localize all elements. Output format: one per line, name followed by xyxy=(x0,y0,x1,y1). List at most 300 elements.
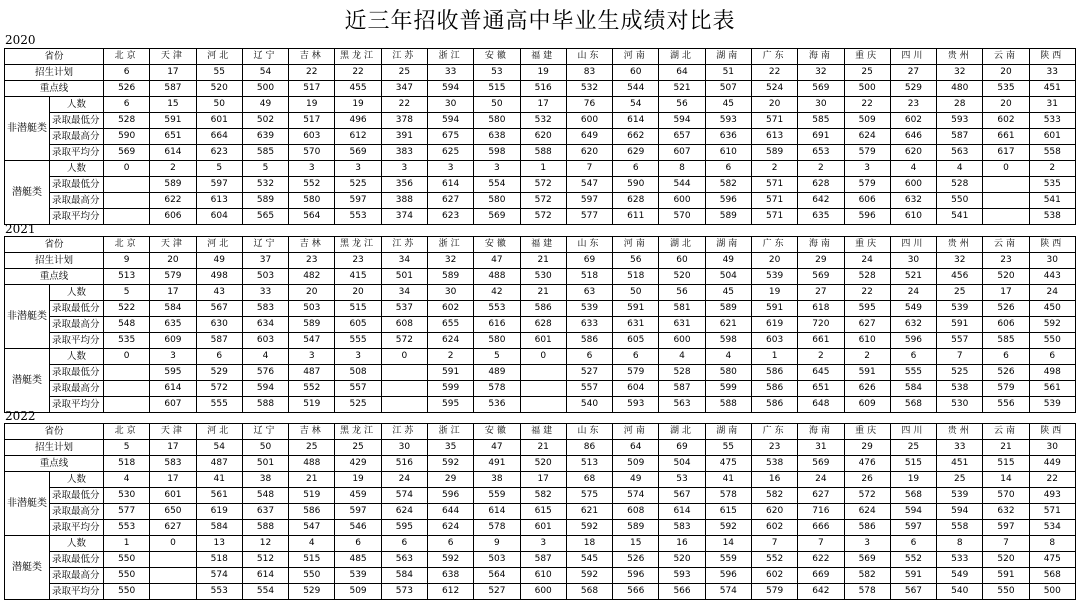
non-submarine-avg-value: 587 xyxy=(196,333,242,349)
non-submarine-count-value: 20 xyxy=(751,97,797,113)
province-name: 浙江 xyxy=(427,424,473,440)
non-submarine-count-value: 4 xyxy=(104,472,150,488)
submarine-avg-value: 609 xyxy=(844,397,890,413)
submarine-avg-value: 556 xyxy=(983,397,1029,413)
plan-value: 32 xyxy=(427,253,473,269)
plan-value: 49 xyxy=(196,253,242,269)
province-name: 河南 xyxy=(613,49,659,65)
submarine-min-value: 535 xyxy=(1029,177,1075,193)
non-submarine-count-value: 76 xyxy=(566,97,612,113)
submarine-min-row xyxy=(5,177,1076,193)
non-submarine-min-value: 503 xyxy=(289,301,335,317)
submarine-count-row xyxy=(5,161,1076,177)
non-submarine-avg-value: 550 xyxy=(1029,333,1075,349)
province-name: 广东 xyxy=(751,237,797,253)
submarine-min-value: 518 xyxy=(196,552,242,568)
submarine-max-value: 584 xyxy=(381,568,427,584)
province-name: 贵州 xyxy=(937,424,983,440)
non-submarine-min-value: 570 xyxy=(983,488,1029,504)
non-submarine-count-row xyxy=(5,285,1076,301)
plan-value: 22 xyxy=(289,65,335,81)
key-line-value: 589 xyxy=(427,269,473,285)
submarine-max-value: 606 xyxy=(844,193,890,209)
submarine-avg-row xyxy=(5,209,1076,225)
non-submarine-count-value: 19 xyxy=(335,97,381,113)
plan-value: 17 xyxy=(150,440,196,456)
plan-row xyxy=(5,253,1076,269)
plan-value: 86 xyxy=(566,440,612,456)
plan-value: 49 xyxy=(705,253,751,269)
plan-value: 21 xyxy=(520,253,566,269)
submarine-max-value: 627 xyxy=(427,193,473,209)
non-submarine-min-value: 574 xyxy=(613,488,659,504)
submarine-count-value: 6 xyxy=(381,536,427,552)
non-submarine-min-value: 586 xyxy=(520,301,566,317)
plan-value: 25 xyxy=(289,440,335,456)
key-line-value: 507 xyxy=(705,81,751,97)
plan-value: 23 xyxy=(983,253,1029,269)
non-submarine-avg-value: 589 xyxy=(751,145,797,161)
province-name: 河北 xyxy=(196,424,242,440)
submarine-avg-value: 553 xyxy=(196,584,242,600)
non-submarine-min-value: 559 xyxy=(474,488,520,504)
submarine-count-value: 1 xyxy=(104,536,150,552)
submarine-avg-value: 611 xyxy=(613,209,659,225)
province-name: 天津 xyxy=(150,49,196,65)
submarine-avg-value: 374 xyxy=(381,209,427,225)
key-line-value: 587 xyxy=(150,81,196,97)
province-name: 安徽 xyxy=(474,49,520,65)
submarine-max-value: 584 xyxy=(890,381,936,397)
submarine-count-value: 15 xyxy=(613,536,659,552)
non-submarine-count-value: 28 xyxy=(937,97,983,113)
province-name: 海南 xyxy=(798,49,844,65)
non-submarine-min-label: 录取最低分 xyxy=(50,488,104,504)
non-submarine-avg-value: 585 xyxy=(983,333,1029,349)
submarine-min-value: 503 xyxy=(474,552,520,568)
submarine-min-value: 485 xyxy=(335,552,381,568)
submarine-min-value: 498 xyxy=(1029,365,1075,381)
submarine-avg-label: 录取平均分 xyxy=(50,397,104,413)
submarine-count-value: 2 xyxy=(751,161,797,177)
submarine-avg-value: 566 xyxy=(659,584,705,600)
non-submarine-avg-value: 598 xyxy=(474,145,520,161)
non-submarine-max-value: 632 xyxy=(983,504,1029,520)
non-submarine-max-value: 614 xyxy=(659,504,705,520)
key-line-label: 重点线 xyxy=(5,456,104,472)
submarine-avg-value: 566 xyxy=(613,584,659,600)
submarine-count-value: 0 xyxy=(104,349,150,365)
plan-value: 25 xyxy=(335,440,381,456)
submarine-max-value: 592 xyxy=(566,568,612,584)
non-submarine-count-value: 17 xyxy=(520,472,566,488)
key-line-value: 516 xyxy=(520,81,566,97)
non-submarine-avg-value: 572 xyxy=(381,333,427,349)
province-name: 江苏 xyxy=(381,49,427,65)
non-submarine-avg-value: 557 xyxy=(937,333,983,349)
submarine-min-value: 533 xyxy=(937,552,983,568)
submarine-group-label: 潜艇类 xyxy=(5,161,50,225)
submarine-max-value: 550 xyxy=(289,568,335,584)
plan-value: 34 xyxy=(381,253,427,269)
submarine-count-value: 3 xyxy=(335,349,381,365)
submarine-count-value: 1 xyxy=(751,349,797,365)
non-submarine-min-value: 581 xyxy=(659,301,705,317)
plan-value: 24 xyxy=(844,253,890,269)
plan-value: 20 xyxy=(751,253,797,269)
submarine-min-value xyxy=(104,365,150,381)
non-submarine-max-value: 646 xyxy=(890,129,936,145)
non-submarine-max-row xyxy=(5,317,1076,333)
non-submarine-avg-value: 569 xyxy=(104,145,150,161)
non-submarine-min-value: 519 xyxy=(289,488,335,504)
non-submarine-group-label: 非潜艇类 xyxy=(5,97,50,161)
non-submarine-min-value: 528 xyxy=(104,113,150,129)
submarine-max-value: 388 xyxy=(381,193,427,209)
non-submarine-max-value: 605 xyxy=(335,317,381,333)
province-name: 四川 xyxy=(890,237,936,253)
non-submarine-max-value: 649 xyxy=(566,129,612,145)
non-submarine-max-label: 录取最高分 xyxy=(50,317,104,333)
non-submarine-max-value: 639 xyxy=(242,129,288,145)
key-line-value: 500 xyxy=(844,81,890,97)
non-submarine-avg-value: 666 xyxy=(798,520,844,536)
non-submarine-min-value: 567 xyxy=(659,488,705,504)
non-submarine-max-value: 590 xyxy=(104,129,150,145)
non-submarine-max-value: 635 xyxy=(150,317,196,333)
submarine-avg-value: 579 xyxy=(751,584,797,600)
key-line-value: 488 xyxy=(474,269,520,285)
submarine-avg-value: 635 xyxy=(798,209,844,225)
province-name: 海南 xyxy=(798,424,844,440)
submarine-count-value: 2 xyxy=(427,349,473,365)
province-name: 湖南 xyxy=(705,237,751,253)
key-line-value: 415 xyxy=(335,269,381,285)
province-name: 北京 xyxy=(104,237,150,253)
non-submarine-count-value: 21 xyxy=(520,285,566,301)
submarine-count-value: 4 xyxy=(242,349,288,365)
province-name: 辽宁 xyxy=(242,424,288,440)
non-submarine-avg-value: 620 xyxy=(890,145,936,161)
province-name: 江苏 xyxy=(381,237,427,253)
submarine-avg-value: 568 xyxy=(890,397,936,413)
non-submarine-min-value: 593 xyxy=(705,113,751,129)
submarine-max-value: 586 xyxy=(751,381,797,397)
submarine-min-value: 597 xyxy=(196,177,242,193)
non-submarine-avg-label: 录取平均分 xyxy=(50,333,104,349)
non-submarine-count-value: 54 xyxy=(613,97,659,113)
non-submarine-min-value: 627 xyxy=(798,488,844,504)
submarine-max-value: 539 xyxy=(335,568,381,584)
non-submarine-max-value: 636 xyxy=(705,129,751,145)
key-line-value: 583 xyxy=(150,456,196,472)
non-submarine-min-value: 574 xyxy=(381,488,427,504)
submarine-min-value: 579 xyxy=(844,177,890,193)
non-submarine-min-value: 591 xyxy=(150,113,196,129)
non-submarine-min-value: 591 xyxy=(751,301,797,317)
province-name: 江苏 xyxy=(381,424,427,440)
non-submarine-count-value: 34 xyxy=(381,285,427,301)
plan-value: 32 xyxy=(798,65,844,81)
key-line-value: 480 xyxy=(937,81,983,97)
plan-value: 25 xyxy=(890,440,936,456)
plan-label: 招生计划 xyxy=(5,65,104,81)
non-submarine-max-row xyxy=(5,129,1076,145)
non-submarine-avg-value: 602 xyxy=(751,520,797,536)
submarine-max-row xyxy=(5,193,1076,209)
non-submarine-avg-value: 624 xyxy=(427,520,473,536)
submarine-max-value xyxy=(104,193,150,209)
non-submarine-min-value: 568 xyxy=(890,488,936,504)
non-submarine-count-value: 6 xyxy=(104,97,150,113)
submarine-min-value: 591 xyxy=(844,365,890,381)
submarine-max-value: 564 xyxy=(474,568,520,584)
submarine-max-value: 669 xyxy=(798,568,844,584)
submarine-count-value: 0 xyxy=(381,349,427,365)
non-submarine-count-value: 26 xyxy=(844,472,890,488)
non-submarine-max-value: 664 xyxy=(196,129,242,145)
key-line-value: 500 xyxy=(242,81,288,97)
submarine-max-value: 568 xyxy=(1029,568,1075,584)
submarine-avg-value xyxy=(520,397,566,413)
submarine-min-value: 552 xyxy=(751,552,797,568)
submarine-count-value: 7 xyxy=(983,536,1029,552)
submarine-min-value xyxy=(104,177,150,193)
submarine-min-value: 554 xyxy=(474,177,520,193)
key-line-value: 569 xyxy=(798,269,844,285)
non-submarine-max-value: 608 xyxy=(381,317,427,333)
non-submarine-min-value: 378 xyxy=(381,113,427,129)
non-submarine-max-value: 621 xyxy=(566,504,612,520)
non-submarine-avg-value: 597 xyxy=(890,520,936,536)
non-submarine-avg-value: 601 xyxy=(520,333,566,349)
non-submarine-avg-value: 563 xyxy=(937,145,983,161)
non-submarine-min-value: 537 xyxy=(381,301,427,317)
non-submarine-count-value: 43 xyxy=(196,285,242,301)
key-line-value: 491 xyxy=(474,456,520,472)
province-header: 省份 xyxy=(5,424,104,440)
submarine-max-label: 录取最高分 xyxy=(50,381,104,397)
non-submarine-count-value: 17 xyxy=(983,285,1029,301)
submarine-avg-value: 540 xyxy=(937,584,983,600)
submarine-count-value: 4 xyxy=(890,161,936,177)
plan-row xyxy=(5,65,1076,81)
non-submarine-min-value: 583 xyxy=(242,301,288,317)
non-submarine-avg-value: 578 xyxy=(474,520,520,536)
non-submarine-min-value: 594 xyxy=(659,113,705,129)
non-submarine-avg-value: 624 xyxy=(427,333,473,349)
plan-value: 21 xyxy=(520,440,566,456)
submarine-avg-value: 593 xyxy=(613,397,659,413)
non-submarine-avg-row xyxy=(5,333,1076,349)
submarine-count-value: 6 xyxy=(613,161,659,177)
non-submarine-count-value: 50 xyxy=(474,97,520,113)
non-submarine-max-value: 650 xyxy=(150,504,196,520)
plan-value: 56 xyxy=(613,253,659,269)
score-table-2021 xyxy=(4,236,1076,413)
non-submarine-min-value: 509 xyxy=(844,113,890,129)
non-submarine-max-value: 591 xyxy=(937,317,983,333)
non-submarine-avg-value: 589 xyxy=(613,520,659,536)
non-submarine-avg-value: 609 xyxy=(150,333,196,349)
non-submarine-min-value: 580 xyxy=(474,113,520,129)
non-submarine-max-value: 662 xyxy=(613,129,659,145)
plan-value: 32 xyxy=(937,65,983,81)
province-name: 天津 xyxy=(150,424,196,440)
non-submarine-max-value: 624 xyxy=(844,504,890,520)
year-label: 2022 xyxy=(5,409,36,423)
page-title: 近三年招收普通高中毕业生成绩对比表 xyxy=(344,9,736,34)
province-name: 重庆 xyxy=(844,49,890,65)
non-submarine-avg-value: 547 xyxy=(289,520,335,536)
province-name: 山东 xyxy=(566,237,612,253)
submarine-count-value: 3 xyxy=(474,161,520,177)
submarine-count-value: 6 xyxy=(566,349,612,365)
submarine-avg-value: 589 xyxy=(705,209,751,225)
submarine-min-value: 489 xyxy=(474,365,520,381)
non-submarine-max-value: 594 xyxy=(937,504,983,520)
non-submarine-max-value: 603 xyxy=(289,129,335,145)
non-submarine-max-value: 638 xyxy=(474,129,520,145)
non-submarine-min-value: 553 xyxy=(474,301,520,317)
plan-value: 83 xyxy=(566,65,612,81)
submarine-min-value xyxy=(150,552,196,568)
key-line-value: 592 xyxy=(427,456,473,472)
key-line-value: 504 xyxy=(705,269,751,285)
non-submarine-min-value: 595 xyxy=(844,301,890,317)
submarine-max-value: 651 xyxy=(798,381,844,397)
key-line-value: 487 xyxy=(196,456,242,472)
plan-row xyxy=(5,440,1076,456)
submarine-avg-value: 540 xyxy=(566,397,612,413)
submarine-min-value: 475 xyxy=(1029,552,1075,568)
non-submarine-min-value: 575 xyxy=(566,488,612,504)
non-submarine-count-value: 20 xyxy=(289,285,335,301)
score-table-2020 xyxy=(4,48,1076,225)
key-line-value: 515 xyxy=(474,81,520,97)
submarine-min-value: 569 xyxy=(844,552,890,568)
submarine-avg-row xyxy=(5,584,1076,600)
province-name: 黑龙江 xyxy=(335,49,381,65)
non-submarine-avg-value: 558 xyxy=(937,520,983,536)
non-submarine-min-value: 539 xyxy=(566,301,612,317)
submarine-max-value: 572 xyxy=(520,193,566,209)
plan-value: 47 xyxy=(474,440,520,456)
submarine-count-value: 4 xyxy=(289,536,335,552)
submarine-avg-value: 642 xyxy=(798,584,844,600)
non-submarine-max-value: 548 xyxy=(104,317,150,333)
submarine-min-value: 532 xyxy=(242,177,288,193)
submarine-avg-value: 578 xyxy=(844,584,890,600)
non-submarine-count-value: 56 xyxy=(659,97,705,113)
submarine-max-label: 录取最高分 xyxy=(50,568,104,584)
submarine-count-value: 5 xyxy=(474,349,520,365)
key-line-row xyxy=(5,81,1076,97)
non-submarine-count-value: 24 xyxy=(1029,285,1075,301)
province-name: 山东 xyxy=(566,424,612,440)
province-name: 湖南 xyxy=(705,49,751,65)
plan-value: 69 xyxy=(659,440,705,456)
non-submarine-avg-value: 584 xyxy=(196,520,242,536)
submarine-avg-value: 595 xyxy=(427,397,473,413)
key-line-row xyxy=(5,269,1076,285)
submarine-count-value: 0 xyxy=(104,161,150,177)
key-line-value: 529 xyxy=(890,81,936,97)
submarine-avg-value: 550 xyxy=(983,584,1029,600)
plan-value: 30 xyxy=(890,253,936,269)
key-line-value: 520 xyxy=(983,269,1029,285)
submarine-max-value: 604 xyxy=(613,381,659,397)
key-line-value: 539 xyxy=(751,269,797,285)
non-submarine-avg-value: 570 xyxy=(289,145,335,161)
non-submarine-max-value: 571 xyxy=(1029,504,1075,520)
non-submarine-count-value: 31 xyxy=(1029,97,1075,113)
submarine-count-value: 7 xyxy=(798,536,844,552)
submarine-count-value: 16 xyxy=(659,536,705,552)
non-submarine-max-value: 631 xyxy=(659,317,705,333)
province-name: 陕西 xyxy=(1029,424,1075,440)
non-submarine-avg-value: 601 xyxy=(520,520,566,536)
submarine-count-value: 4 xyxy=(659,349,705,365)
non-submarine-avg-row xyxy=(5,145,1076,161)
non-submarine-min-value: 496 xyxy=(335,113,381,129)
non-submarine-max-value: 651 xyxy=(150,129,196,145)
plan-value: 29 xyxy=(844,440,890,456)
non-submarine-count-row xyxy=(5,472,1076,488)
non-submarine-max-value: 391 xyxy=(381,129,427,145)
submarine-min-value: 559 xyxy=(705,552,751,568)
non-submarine-count-value: 20 xyxy=(335,285,381,301)
submarine-min-value: 552 xyxy=(289,177,335,193)
plan-value: 55 xyxy=(196,65,242,81)
province-name: 贵州 xyxy=(937,49,983,65)
key-line-value: 532 xyxy=(566,81,612,97)
submarine-max-value: 549 xyxy=(937,568,983,584)
key-line-value: 488 xyxy=(289,456,335,472)
submarine-avg-value: 607 xyxy=(150,397,196,413)
submarine-count-value: 2 xyxy=(844,349,890,365)
province-name: 辽宁 xyxy=(242,237,288,253)
submarine-avg-value: 536 xyxy=(474,397,520,413)
non-submarine-max-label: 录取最高分 xyxy=(50,504,104,520)
submarine-avg-value: 570 xyxy=(659,209,705,225)
non-submarine-min-value: 582 xyxy=(520,488,566,504)
submarine-min-value: 580 xyxy=(705,365,751,381)
non-submarine-avg-value: 595 xyxy=(381,520,427,536)
non-submarine-avg-value: 583 xyxy=(659,520,705,536)
non-submarine-count-label: 人数 xyxy=(50,472,104,488)
key-line-value: 538 xyxy=(751,456,797,472)
key-line-value: 347 xyxy=(381,81,427,97)
plan-value: 30 xyxy=(1029,253,1075,269)
non-submarine-group-label: 非潜艇类 xyxy=(5,472,50,536)
province-name: 福建 xyxy=(520,237,566,253)
key-line-value: 503 xyxy=(242,269,288,285)
province-name: 河北 xyxy=(196,237,242,253)
submarine-count-value: 7 xyxy=(937,349,983,365)
non-submarine-avg-value: 653 xyxy=(798,145,844,161)
key-line-value: 451 xyxy=(1029,81,1075,97)
submarine-avg-value: 530 xyxy=(937,397,983,413)
submarine-avg-value: 553 xyxy=(335,209,381,225)
key-line-value: 518 xyxy=(566,269,612,285)
non-submarine-count-value: 50 xyxy=(613,285,659,301)
plan-value: 33 xyxy=(427,65,473,81)
province-name: 安徽 xyxy=(474,424,520,440)
submarine-avg-value: 569 xyxy=(474,209,520,225)
submarine-max-value: 593 xyxy=(659,568,705,584)
non-submarine-max-value: 634 xyxy=(242,317,288,333)
